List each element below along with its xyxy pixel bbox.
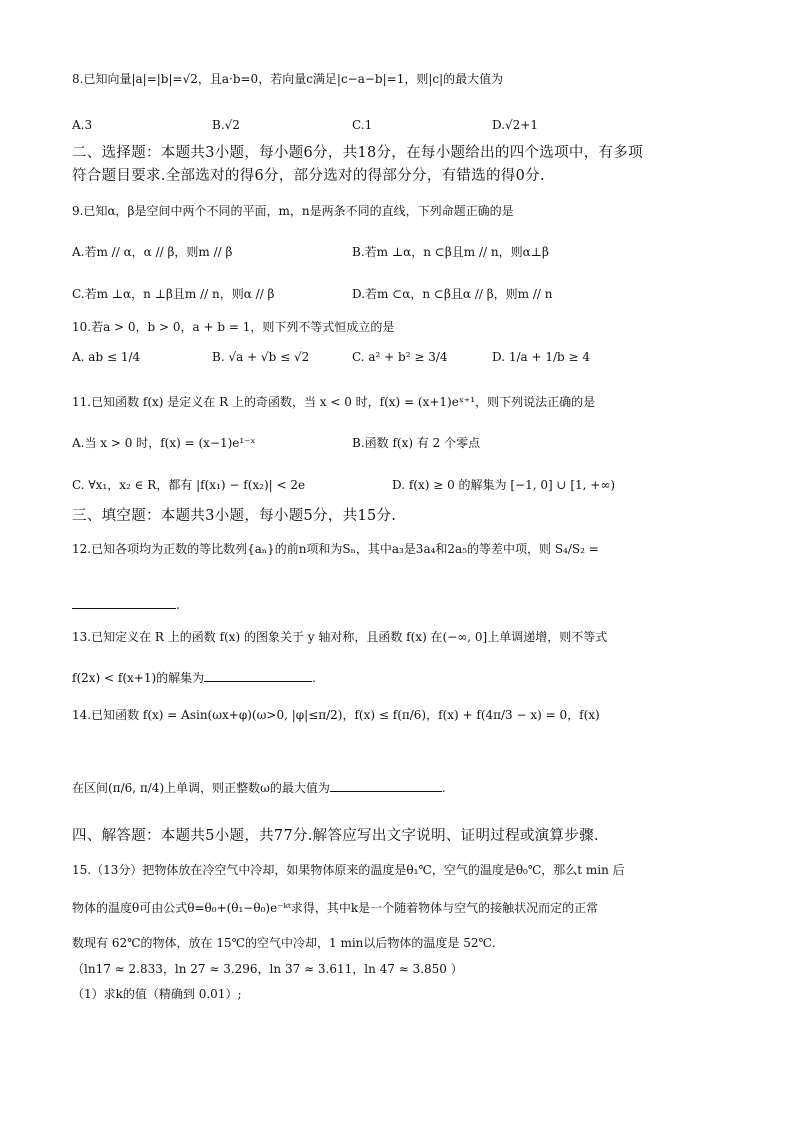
q11-stem: 11.已知函数 f(x) 是定义在 R 上的奇函数，当 x < 0 时，f(x) = (x+1)eˣ⁺¹，则下列说法正确的是 [72,395,596,409]
q9-option-c: C.若m ⊥α，n ⊥β且m // n，则α // β [72,287,275,301]
q15-line2: 物体的温度θ可由公式θ=θ₀+(θ₁−θ₀)e⁻ᵏᵗ求得，其中k是一个随着物体与空气的接触状况而定的正常 [72,901,599,915]
q15-line1: 15.（13分）把物体放在冷空气中冷却，如果物体原来的温度是θ₁℃，空气的温度是θ₀℃，那么t min 后 [72,863,625,877]
q11-option-d: D. f(x) ≥ 0 的解集为 [−1, 0] ∪ [1, +∞) [392,478,616,492]
q10-option-d: D. 1/a + 1/b ≥ 4 [492,350,591,364]
q8-stem: 8.已知向量|a|=|b|=√2，且a·b=0，若向量c满足|c−a−b|=1，则|c|的最大值为 [72,72,504,86]
q12-stem: 12.已知各项均为正数的等比数列{aₙ}的前n项和为Sₙ，其中a₃是3a₄和2a₅的等差中项，则 S₄/S₂ = [72,542,599,556]
q11-option-b: B.函数 f(x) 有 2 个零点 [352,436,481,450]
q15-line5: （1）求k的值（精确到 0.01）; [72,987,242,1001]
section2-line2: 符合题目要求.全部选对的得6分，部分选对的得部分分，有错选的得0分. [72,168,545,184]
q11-option-a: A.当 x > 0 时，f(x) = (x−1)e¹⁻ˣ [72,436,256,450]
section2-line1: 二、选择题：本题共3小题，每小题6分，共18分，在每小题给出的四个选项中，有多项 [72,145,643,161]
q12-answer-blank: . [72,596,180,614]
q8-option-a: A.3 [72,118,93,132]
section4-header: 四、解答题：本题共5小题，共77分.解答应写出文字说明、证明过程或演算步骤. [72,828,599,844]
q13-answer-blank [204,669,312,682]
q13-line1: 13.已知定义在 R 上的函数 f(x) 的图象关于 y 轴对称，且函数 f(x) 在(−∞, 0]上单调递增，则不等式 [72,630,608,644]
q15-line3: 数现有 62℃的物体，放在 15℃的空气中冷却，1 min以后物体的温度是 52℃. [72,936,496,950]
q11-option-c: C. ∀x₁，x₂ ∈ R，都有 |f(x₁) − f(x₂)| < 2e [72,478,306,492]
q14-line2: 在区间(π/6, π/4)上单调，则正整数ω的最大值为 . [72,781,446,795]
q14-line2-text: 在区间(π/6, π/4)上单调，则正整数ω的最大值为 [72,781,330,795]
q10-option-a: A. ab ≤ 1/4 [72,350,141,364]
q8-option-c: C.1 [352,118,373,132]
q14-line1: 14.已知函数 f(x) = Asin(ωx+φ)(ω>0, |φ|≤π/2)，f(x) ≤ f(π/6)，f(x) + f(4π/3 − x) = 0，f(x) [72,708,600,722]
q13-line2: f(2x) < f(x+1)的解集为 . [72,671,316,685]
q8-option-b: B.√2 [212,118,240,132]
q10-stem: 10.若a > 0，b > 0，a + b = 1，则下列不等式恒成立的是 [72,320,395,334]
q9-option-a: A.若m // α，α // β，则m // β [72,245,233,259]
q8-option-d: D.√2+1 [492,118,538,132]
q15-line4: （ln17 ≈ 2.833，ln 27 ≈ 3.296，ln 37 ≈ 3.611，ln 47 ≈ 3.850 ） [72,962,463,976]
q9-option-d: D.若m ⊂α，n ⊂β且α // β，则m // n [352,287,553,301]
q14-answer-blank [330,779,442,792]
section3-header: 三、填空题：本题共3小题，每小题5分，共15分. [72,508,397,524]
q10-option-b: B. √a + √b ≤ √2 [212,350,310,364]
q13-line2-text: f(2x) < f(x+1)的解集为 [72,671,205,685]
q9-option-b: B.若m ⊥α，n ⊂β且m // n，则α⊥β [352,245,549,259]
q10-option-c: C. a² + b² ≥ 3/4 [352,350,448,364]
q9-stem: 9.已知α，β是空间中两个不同的平面，m，n是两条不同的直线，下列命题正确的是 [72,204,514,218]
